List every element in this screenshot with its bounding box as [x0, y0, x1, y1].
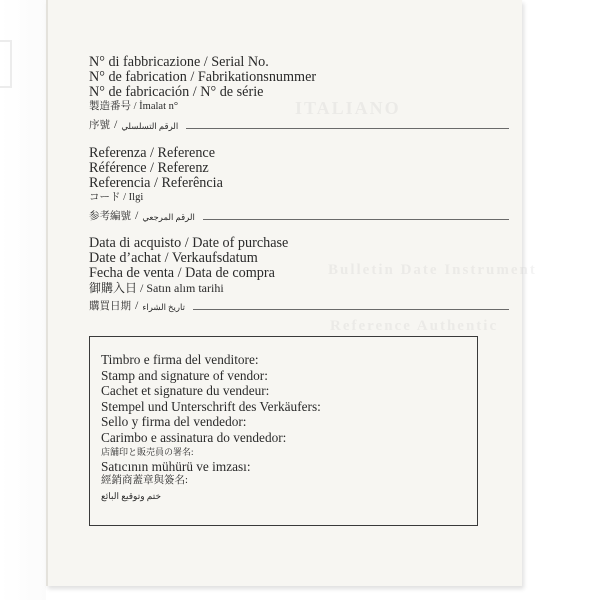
show-through-text: Bulletin Date Instrument — [328, 262, 537, 278]
serial-line-3: N° de fabricación / N° de série — [89, 84, 264, 100]
reference-fill-row — [89, 205, 509, 223]
purchase-date-section — [89, 236, 509, 313]
reference-line-jp-tr: コード / Ilgi — [89, 192, 144, 203]
purchase-date-field[interactable] — [193, 309, 509, 310]
serial-fill-row — [89, 114, 509, 132]
slash: / — [135, 208, 139, 222]
stamp-line-5: Sello y firma del vendedor: — [101, 414, 247, 430]
side-tab — [0, 40, 12, 88]
stamp-line-zh: 經銷商蓋章與簽名: — [101, 475, 188, 487]
stamp-line-3: Cachet et signature du vendeur: — [101, 383, 270, 399]
serial-line-jp-tr: 製造番号 / İmalat n° — [89, 101, 179, 112]
stamp-line-4: Stempel und Unterschrift des Verkäufers: — [101, 398, 321, 414]
purchase-line-2: Date d’achat / Verkaufsdatum — [89, 250, 258, 266]
purchase-ar-label: تاريخ الشراء — [142, 302, 185, 312]
stamp-signature-box[interactable] — [89, 336, 478, 526]
stamp-labels — [101, 352, 321, 504]
show-through-text: Reference Authentic — [330, 318, 499, 334]
slash: / — [114, 117, 118, 131]
stamp-line-1: Timbro e firma del venditore: — [101, 352, 259, 367]
serial-line-1: N° di fabbricazione / Serial No. — [89, 54, 269, 70]
reference-field[interactable] — [203, 219, 509, 220]
reference-section — [89, 146, 509, 223]
serial-zh-label: 序號 — [89, 120, 110, 131]
stamp-line-ar: ختم وتوقيع البائع — [101, 491, 162, 502]
stamp-line-6: Carimbo e assinatura do vendedor: — [101, 429, 287, 445]
side-strip — [0, 0, 46, 600]
show-through-text: ITALIANO — [295, 98, 401, 118]
reference-zh-label: 参考編號 — [89, 211, 131, 222]
serial-line-2: N° de fabrication / Fabrikationsnummer — [89, 69, 317, 85]
purchase-line-jp-tr: 御購入日 / Satın alım tarihi — [89, 281, 224, 295]
stamp-line-2: Stamp and signature of vendor: — [101, 367, 268, 383]
reference-ar-label: الرقم المرجعي — [142, 212, 195, 222]
stamp-line-jp: 店舗印と販売員の署名: — [101, 446, 194, 457]
serial-ar-label: الرقم التسلسلي — [121, 121, 179, 131]
reference-line-1: Referenza / Reference — [89, 145, 216, 161]
serial-number-field[interactable] — [186, 128, 509, 129]
purchase-line-1: Data di acquisto / Date of purchase — [89, 235, 289, 251]
serial-number-section — [89, 55, 509, 132]
page-edge — [46, 0, 48, 586]
reference-line-3: Referencia / Referência — [89, 175, 223, 191]
stamp-line-tr: Satıcının mühürü ve imzası: — [101, 458, 251, 474]
reference-line-2: Référence / Referenz — [89, 160, 209, 176]
purchase-fill-row — [89, 295, 509, 313]
purchase-line-3: Fecha de venta / Data de compra — [89, 265, 275, 281]
slash: / — [135, 298, 139, 312]
purchase-zh-label: 購買日期 — [89, 301, 131, 312]
